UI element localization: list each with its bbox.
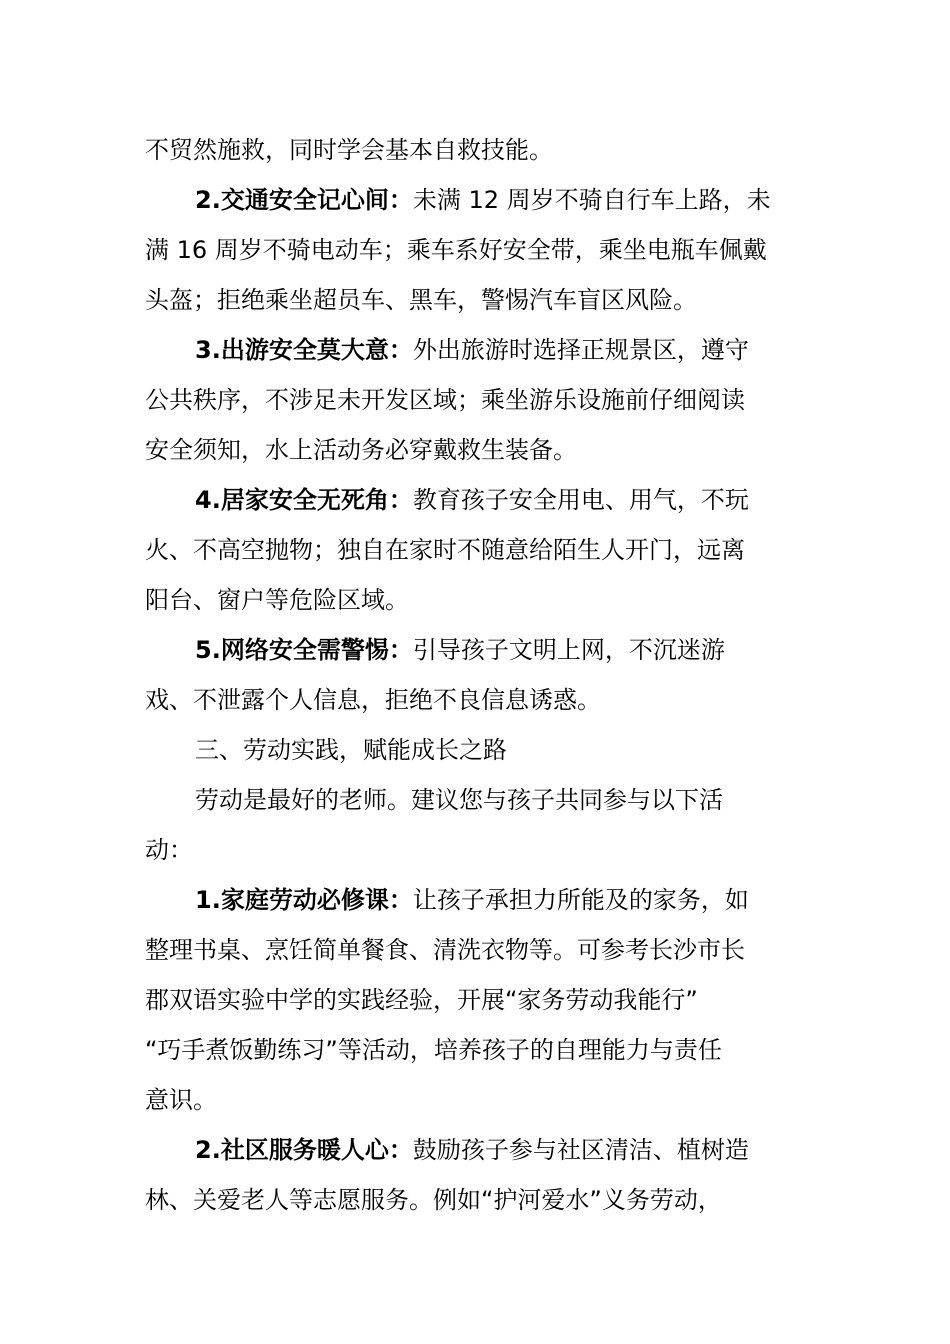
text-line: 郡双语实验中学的实践经验，开展“家务劳动我能行” [145,986,698,1014]
item-traffic-safety: 2.交通安全记心间：未满 12 周岁不骑自行车上路，未 [195,186,771,214]
text-line: 满 16 周岁不骑电动车；乘车系好安全带，乘坐电瓶车佩戴 [145,236,767,264]
item-heading: 4.居家安全无死角： [195,486,413,514]
item-heading: 1.家庭劳动必修课： [195,886,413,914]
text-line: 意识。 [145,1086,217,1114]
text-line: 阳台、窗户等危险区域。 [145,586,409,614]
text-line: 火、不高空抛物；独自在家时不随意给陌生人开门，远离 [145,536,745,564]
text-line: 动： [145,836,193,864]
item-heading: 2.社区服务暖人心： [195,1136,413,1164]
item-travel-safety: 3.出游安全莫大意：外出旅游时选择正规景区，遵守 [195,336,749,364]
item-network-safety: 5.网络安全需警惕：引导孩子文明上网，不沉迷游 [195,636,725,664]
paragraph-intro: 劳动是最好的老师。建议您与孩子共同参与以下活 [195,786,723,814]
text-line: 安全须知，水上活动务必穿戴救生装备。 [145,436,577,464]
item-family-labor: 1.家庭劳动必修课：让孩子承担力所能及的家务，如 [195,886,749,914]
text-line: 整理书桌、烹饪简单餐食、清洗衣物等。可参考长沙市长 [145,936,745,964]
item-heading: 2.交通安全记心间： [195,186,413,214]
document-page [145,125,810,1225]
item-heading: 3.出游安全莫大意： [195,336,413,364]
text-line: “巧手煮饭勤练习”等活动，培养孩子的自理能力与责任 [145,1036,722,1064]
item-home-safety: 4.居家安全无死角：教育孩子安全用电、用气，不玩 [195,486,749,514]
item-heading: 5.网络安全需警惕： [195,636,413,664]
section-heading: 三、劳动实践，赋能成长之路 [195,736,507,764]
text-line: 头盔；拒绝乘坐超员车、黑车，警惕汽车盲区风险。 [145,286,697,314]
text-line: 林、关爱老人等志愿服务。例如“护河爱水”义务劳动， [145,1186,722,1214]
item-community-service: 2.社区服务暖人心：鼓励孩子参与社区清洁、植树造 [195,1136,749,1164]
text-line: 不贸然施救，同时学会基本自救技能。 [145,136,553,164]
text-line: 公共秩序，不涉足未开发区域；乘坐游乐设施前仔细阅读 [145,386,745,414]
text-line: 戏、不泄露个人信息，拒绝不良信息诱惑。 [145,686,601,714]
